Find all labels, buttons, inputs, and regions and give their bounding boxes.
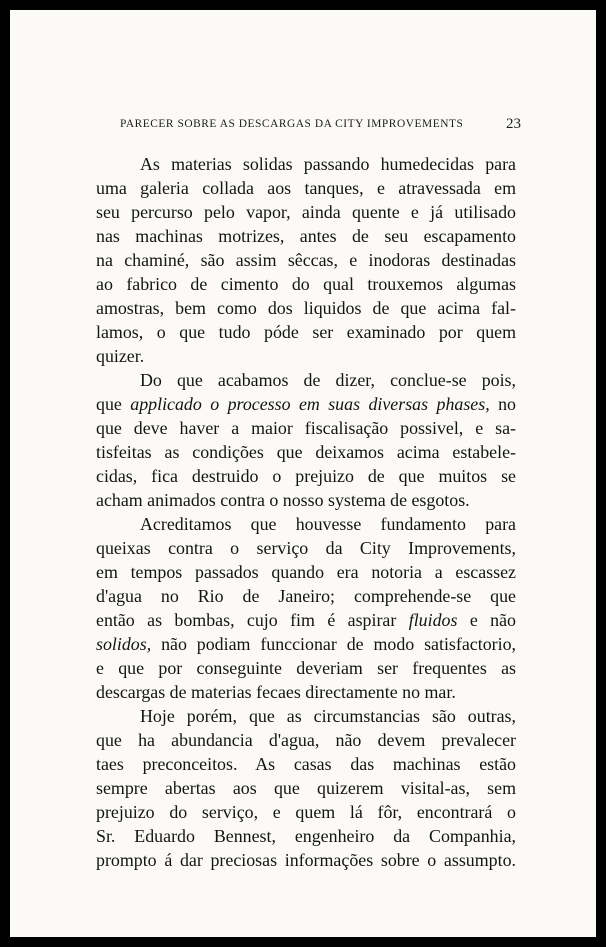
text-run: que xyxy=(96,394,122,414)
text-line: queixas contra o serviço da City Improvements, xyxy=(96,538,516,558)
text-line: taes preconceitos. As casas das machinas estão xyxy=(96,754,516,774)
text-line: seu percurso pelo vapor, ainda quente e já utilisado xyxy=(96,202,516,222)
text-line: ao fabrico de cimento do qual trouxemos algumas xyxy=(96,274,516,294)
text-line xyxy=(96,632,516,656)
text-line: quizer. xyxy=(96,346,145,366)
text-line: As materias solidas passando humedecidas para xyxy=(140,154,516,174)
text-line: Do que acabamos de dizer, conclue-se pois, xyxy=(140,370,516,390)
text-line: Hoje porém, que as circumstancias são outras, xyxy=(140,706,516,726)
text-line: na chaminé, são assim sêccas, e inodoras destinadas xyxy=(96,250,516,270)
text-line: uma galeria collada aos tanques, e atravessada em xyxy=(96,178,516,198)
book-page xyxy=(10,10,596,937)
paragraph-1 xyxy=(96,152,516,368)
running-title: PARECER SOBRE AS DESCARGAS DA CITY IMPROVEMENTS xyxy=(120,118,464,130)
text-line: descargas de materias fecaes directamente no mar. xyxy=(96,682,456,702)
text-line: Sr. Eduardo Bennest, engenheiro da Companhia, xyxy=(96,826,516,846)
text-line: que deve haver a maior fiscalisação possivel, e sa- xyxy=(96,418,516,438)
text-line xyxy=(96,392,516,416)
text-line: e que por conseguinte deveriam ser frequentes as xyxy=(96,658,516,678)
text-line: amostras, bem como dos liquidos de que acima fal- xyxy=(96,298,516,318)
text-line: d'agua no Rio de Janeiro; comprehende-se que xyxy=(96,586,516,606)
text-run: e não xyxy=(469,610,516,630)
text-run: não podiam funccionar de modo satisfactorio, xyxy=(161,634,516,654)
body-text xyxy=(96,152,516,872)
paragraph-3 xyxy=(96,512,516,704)
paragraph-4 xyxy=(96,704,516,872)
text-line: acham animados contra o nosso systema de esgotos. xyxy=(96,490,470,510)
page-number: 23 xyxy=(506,116,521,132)
text-line xyxy=(96,608,516,632)
paragraph-2 xyxy=(96,368,516,512)
text-line: lamos, o que tudo póde ser examinado por quem xyxy=(96,322,516,342)
text-line: em tempos passados quando era notoria a escassez xyxy=(96,562,516,582)
text-line: Acreditamos que houvesse fundamento para xyxy=(140,514,516,534)
text-line: prejuizo do serviço, e quem lá fôr, encontrará o xyxy=(96,802,516,822)
italic-phrase: applicado o processo em suas diversas phases, xyxy=(130,394,490,414)
text-line: prompto á dar preciosas informações sobre o assumpto. xyxy=(96,850,516,870)
italic-word: solidos, xyxy=(96,634,152,654)
text-run: então as bombas, cujo fim é aspirar xyxy=(96,610,397,630)
text-line: sempre abertas aos que quizerem visital-as, sem xyxy=(96,778,516,798)
text-line: cidas, fica destruido o prejuizo de que muitos se xyxy=(96,466,516,486)
text-line: nas machinas motrizes, antes de seu escapamento xyxy=(96,226,516,246)
text-line: tisfeitas as condições que deixamos acima estabele- xyxy=(96,442,516,462)
text-line: que ha abundancia d'agua, não devem prevalecer xyxy=(96,730,516,750)
text-run: no xyxy=(498,394,516,414)
italic-word: fluidos xyxy=(408,610,458,630)
